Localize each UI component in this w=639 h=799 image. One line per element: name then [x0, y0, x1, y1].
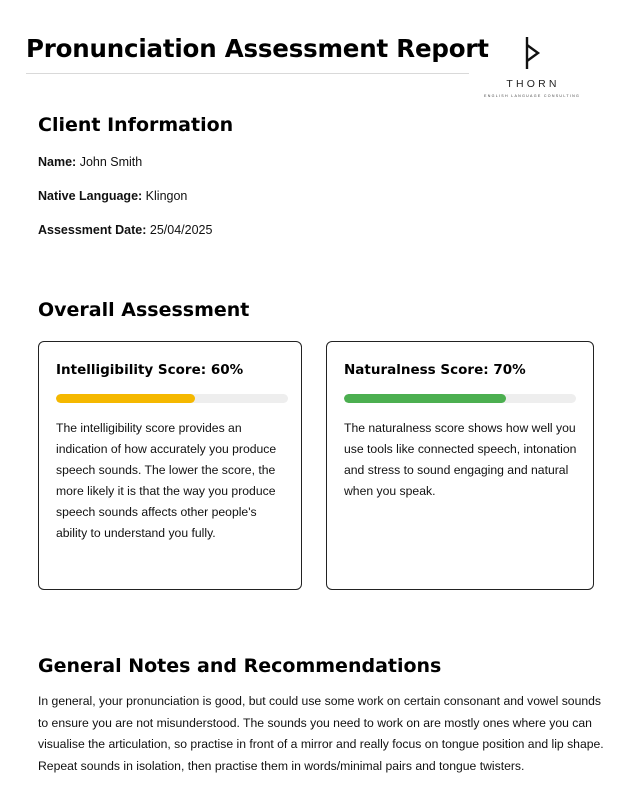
naturalness-description: The naturalness score shows how well you use tools like connected speech, intonation and stress to sound engaging and natural when you speak. [344, 421, 577, 498]
naturalness-score-title: Naturalness Score: 70% [344, 362, 526, 378]
assessment-date-label: Assessment Date: [38, 223, 147, 237]
client-name-value: John Smith [79, 155, 143, 169]
logo-name: THORN [506, 78, 560, 90]
notes-heading: General Notes and Recommendations [38, 655, 442, 677]
thorn-rune-icon [522, 36, 542, 70]
page-title: Pronunciation Assessment Report [26, 34, 489, 63]
assessment-date-row [38, 223, 212, 237]
naturalness-card [326, 341, 594, 590]
client-name-label: Name: [38, 155, 77, 169]
notes-text: In general, your pronunciation is good, but could use some work on certain consonant and vowel sounds to ensure you are not misunderstood. The sounds you need to work on are mostly ones where you can visualise the articulation, so practise in front of a mirror and really focus on tongue position and lip shape. Repeat sounds in isolation, then practise them in words/minimal pairs and tongue twisters. [38, 694, 604, 773]
native-language-label: Native Language: [38, 189, 143, 203]
company-logo [484, 36, 579, 106]
intelligibility-card [38, 341, 302, 590]
native-language-row [38, 189, 187, 203]
intelligibility-description: The intelligibility score provides an indication of how accurately you produce speech sounds. The lower the score, the more likely it is that the way you produce speech sounds affects other people's ability to understand you fully. [56, 421, 277, 540]
overall-assessment-heading: Overall Assessment [38, 299, 250, 321]
naturalness-progress-fill [344, 394, 506, 403]
intelligibility-score-title: Intelligibility Score: 60% [56, 362, 244, 378]
intelligibility-progress-fill [56, 394, 195, 403]
intelligibility-progress-track [56, 394, 288, 403]
naturalness-progress-track [344, 394, 576, 403]
native-language-value: Klingon [145, 189, 188, 203]
client-name-row [38, 155, 142, 169]
title-divider [26, 73, 469, 74]
assessment-date-value: 25/04/2025 [149, 223, 213, 237]
logo-tagline: ENGLISH LANGUAGE CONSULTING [484, 94, 581, 98]
client-info-heading: Client Information [38, 114, 234, 136]
